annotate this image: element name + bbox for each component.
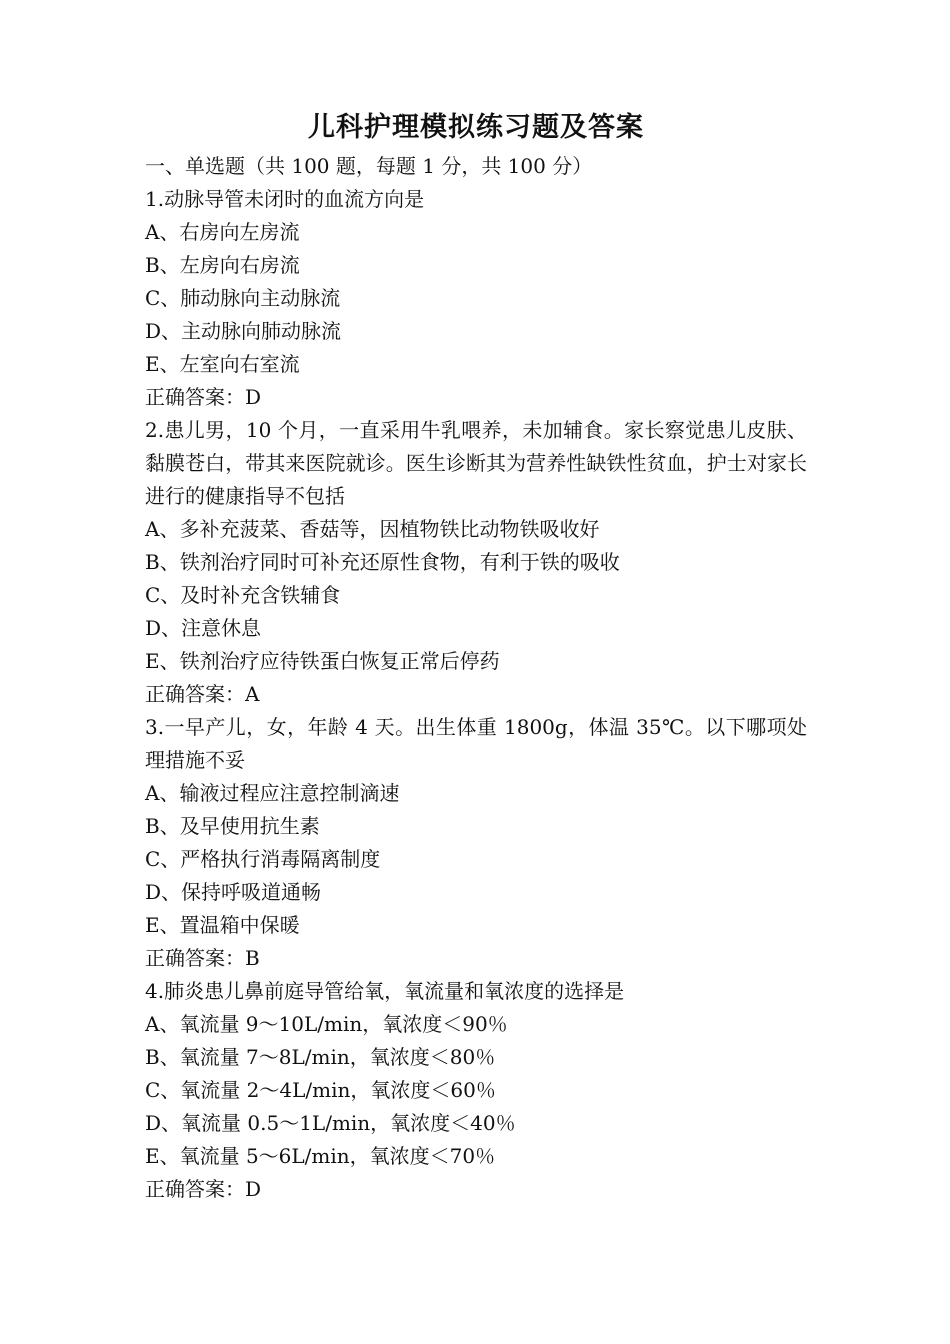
option-b: B、左房向右房流 [145, 253, 300, 277]
option-a: A、右房向左房流 [145, 220, 300, 244]
option-e: E、左室向右室流 [145, 352, 300, 376]
option-d: D、主动脉向肺动脉流 [145, 319, 342, 343]
correct-answer: 正确答案：A [145, 682, 260, 706]
option-b: B、铁剂治疗同时可补充还原性食物，有利于铁的吸收 [145, 550, 620, 574]
option-a: A、多补充菠菜、香菇等，因植物铁比动物铁吸收好 [145, 517, 600, 541]
question-3 [145, 711, 807, 975]
option-d: D、氧流量 0.5～1L/min，氧浓度＜40％ [145, 1111, 516, 1135]
correct-answer: 正确答案：D [145, 1177, 262, 1201]
question-stem: 4.肺炎患儿鼻前庭导管给氧，氧流量和氧浓度的选择是 [145, 979, 625, 1003]
correct-answer: 正确答案：D [145, 385, 262, 409]
option-list [145, 1008, 807, 1173]
option-c: C、严格执行消毒隔离制度 [145, 847, 381, 871]
option-list [145, 777, 807, 942]
option-d: D、注意休息 [145, 616, 262, 640]
option-c: C、肺动脉向主动脉流 [145, 286, 341, 310]
section-heading: 一、单选题（共 100 题，每题 1 分，共 100 分） [145, 154, 593, 178]
option-e: E、置温箱中保暖 [145, 913, 300, 937]
question-stem: 3.一早产儿，女，年龄 4 天。出生体重 1800g，体温 35℃。以下哪项处理措施不妥 [145, 715, 807, 772]
option-b: B、氧流量 7～8L/min，氧浓度＜80％ [145, 1045, 496, 1069]
question-2 [145, 414, 807, 711]
option-c: C、氧流量 2～4L/min，氧浓度＜60％ [145, 1078, 496, 1102]
option-a: A、输液过程应注意控制滴速 [145, 781, 400, 805]
question-1 [145, 183, 807, 414]
correct-answer: 正确答案：B [145, 946, 260, 970]
option-list [145, 513, 807, 678]
option-d: D、保持呼吸道通畅 [145, 880, 322, 904]
question-4 [145, 975, 807, 1206]
option-list [145, 216, 807, 381]
option-c: C、及时补充含铁辅食 [145, 583, 341, 607]
document-title: 儿科护理模拟练习题及答案 [308, 112, 644, 143]
option-e: E、氧流量 5～6L/min，氧浓度＜70％ [145, 1144, 496, 1168]
option-b: B、及早使用抗生素 [145, 814, 320, 838]
question-stem: 2.患儿男，10 个月，一直采用牛乳喂养，未加辅食。家长察觉患儿皮肤、黏膜苍白，带其来医院就诊。医生诊断其为营养性缺铁性贫血，护士对家长进行的健康指导不包括 [145, 418, 807, 508]
question-stem: 1.动脉导管未闭时的血流方向是 [145, 187, 425, 211]
option-e: E、铁剂治疗应待铁蛋白恢复正常后停药 [145, 649, 500, 673]
option-a: A、氧流量 9～10L/min，氧浓度＜90％ [145, 1012, 508, 1036]
